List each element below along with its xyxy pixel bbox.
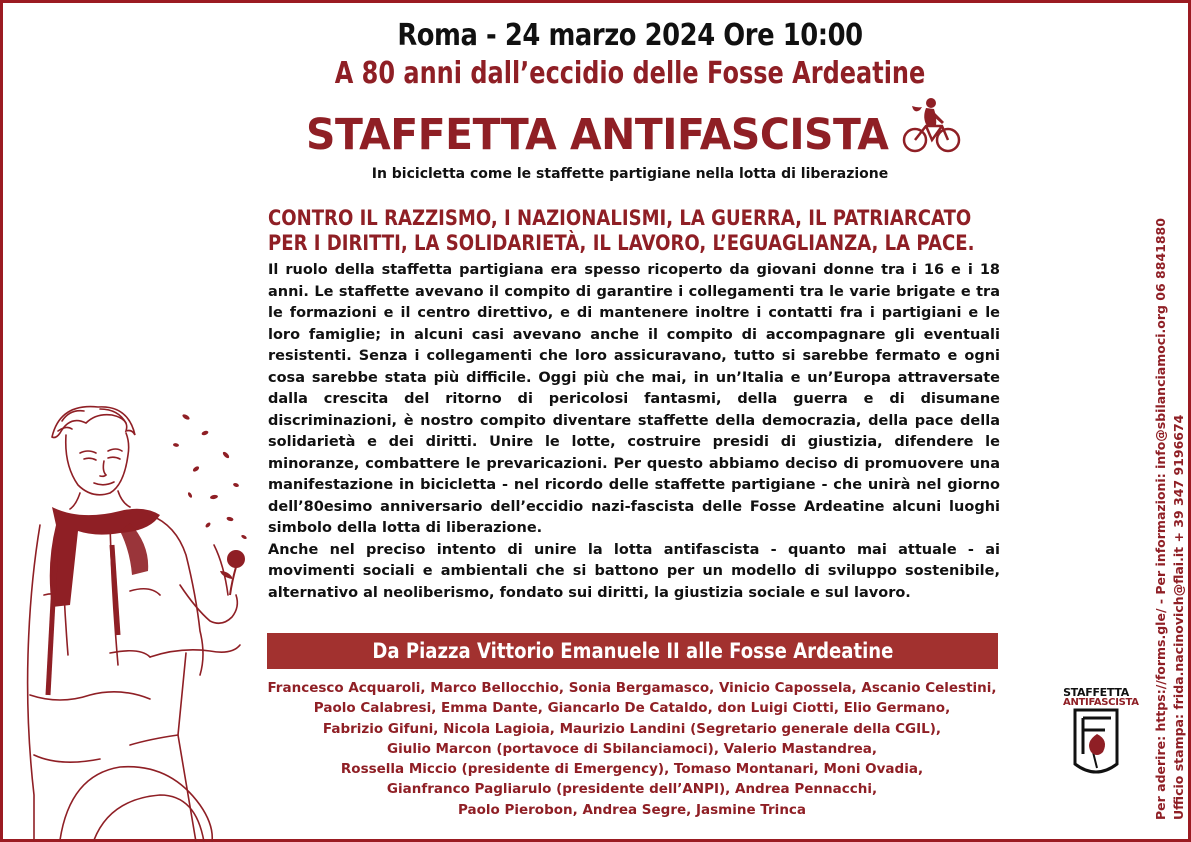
partisan-woman-illustration — [0, 395, 262, 842]
logo-line: STAFFETTA — [1063, 686, 1129, 699]
slogan-line: CONTRO IL RAZZISMO, I NAZIONALISMI, LA GUERRA, IL PATRIARCATO — [268, 206, 972, 230]
slogan — [268, 206, 974, 256]
signatories-line: Paolo Calabresi, Emma Dante, Giancarlo De Cataldo, don Luigi Ciotti, Elio Germano, — [313, 700, 951, 717]
cyclist-icon — [900, 96, 962, 158]
anniversary-heading: A 80 anni dall’eccidio delle Fosse Ardeatine — [334, 56, 926, 91]
event-date-heading: Roma - 24 marzo 2024 Ore 10:00 — [397, 18, 863, 53]
staffetta-logo — [1063, 686, 1139, 784]
event-tagline: In bicicletta come le staffette partigiane nella lotta di liberazione — [371, 166, 889, 182]
route-banner — [267, 633, 998, 669]
logo-line: ANTIFASCISTA — [1063, 697, 1139, 708]
signatories-line: Gianfranco Pagliarulo (presidente dell’ANPI), Andrea Pennacchi, — [386, 781, 878, 798]
press-office-line: Ufficio stampa: frida.nacinovich@flai.it + 39 347 9196674 — [1171, 414, 1186, 820]
signatories-list — [262, 678, 1002, 820]
signatories-line: Francesco Acquaroli, Marco Bellocchio, Sonia Bergamasco, Vinicio Capossela, Ascanio Celestini, — [267, 680, 997, 696]
body-paragraph: Il ruolo della staffetta partigiana era spesso ricoperto da giovani donne tra i 16 e i 18 anni. Le staffette avevano il compito di garantire i collegamenti tra le varie brigate e tra le formazioni e il centro direttivo, e di mantenere inoltre i contatti fra i partigiani e le loro famiglie; in alcuni casi avevano anche il compito di accompagnare gli eventuali resistenti. Senza i collegamenti che loro assicuravano, tutto si sarebbe fermato e ogni cosa sarebbe stata più difficile. Oggi più che mai, in un’Italia e un’Europa attraversate dalla crescita del ritorno di pericolosi fantasmi, della guerra e di disumane discriminazioni, è nostro compito diventare staffette della democrazia, della pace della solidarietà e dei diritti. Unire le lotte, costruire presidi di giustizia, difendere le minoranze, combattere le prevaricazioni. Per questo abbiamo deciso di promuovere una manifestazione in bicicletta - nel ricordo delle staffette partigiane - che unirà nel giorno dell’80esimo anniversario dell’eccidio nazi-fascista delle Fosse Ardeatine alcuni luoghi simbolo della lotta di liberazione. — [268, 262, 1000, 536]
route-label: Da Piazza Vittorio Emanuele II alle Fosse Ardeatine — [371, 639, 893, 663]
slogan-line: PER I DIRITTI, LA SOLIDARIETÀ, IL LAVORO, L’EGUAGLIANZA, LA PACE. — [268, 231, 975, 255]
signatories-line: Fabrizio Gifuni, Nicola Lagioia, Maurizio Landini (Segretario generale della CGIL), — [322, 720, 942, 737]
flag-rose-icon — [1069, 708, 1123, 780]
contact-info — [1152, 220, 1188, 820]
signatories-line: Paolo Pierobon, Andrea Segre, Jasmine Trinca — [457, 801, 807, 818]
body-paragraph: Anche nel preciso intento di unire la lotta antifascista - quanto mai attuale - ai movimenti sociali e ambientali che si battono per un modello di sviluppo sostenibile, alternativo al neoliberismo, fondato sui diritti, la giustizia sociale e sul lavoro. — [268, 541, 1000, 601]
signatories-line: Giulio Marcon (portavoce di Sbilanciamoci), Valerio Mastandrea, — [387, 740, 877, 757]
contact-line: Per aderire: https://forms.gle/ - Per informazioni: info@sbilanciamoci.org 06 8841880 — [1153, 218, 1168, 820]
signatories-line: Rossella Miccio (presidente di Emergency), Tomaso Montanari, Moni Ovadia, — [340, 761, 924, 778]
body-text — [268, 260, 1000, 604]
event-title: STAFFETTA ANTIFASCISTA — [306, 110, 889, 160]
